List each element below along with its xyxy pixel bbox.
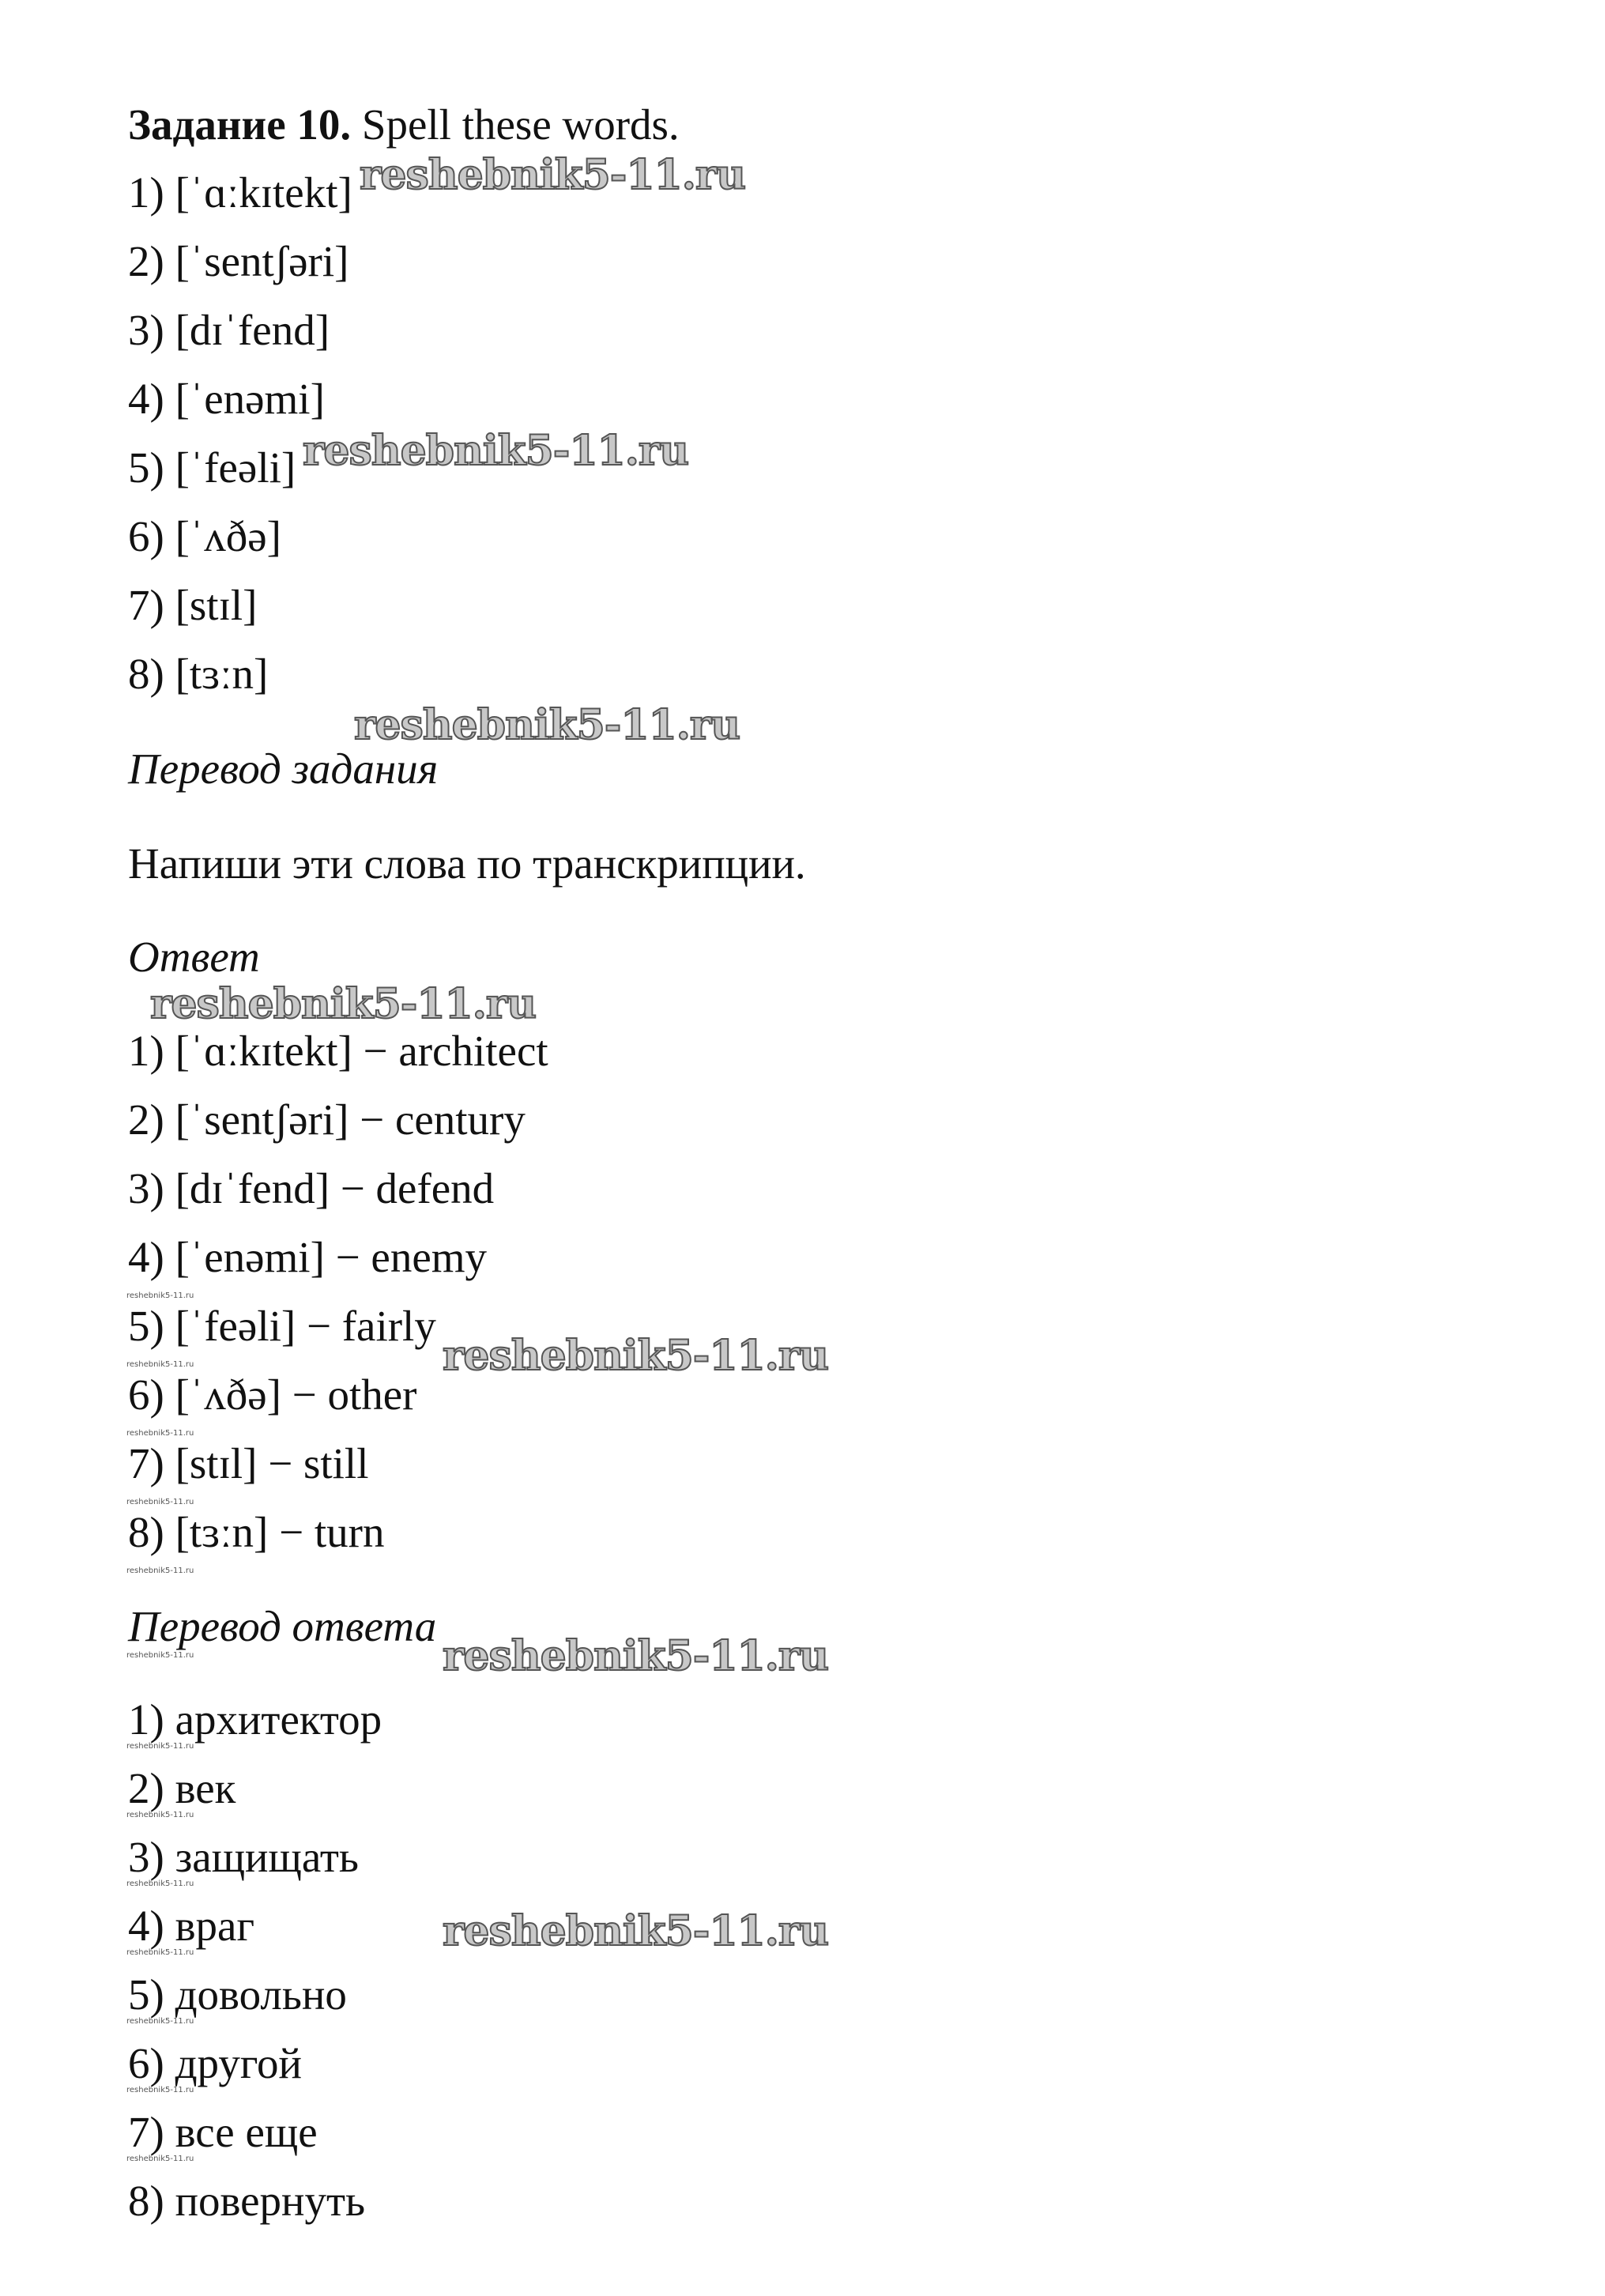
task-item-4: 4) [ˈenəmi] — [128, 375, 325, 423]
watermark-small: reshebnik5-11.ru — [126, 1811, 194, 1819]
watermark-small: reshebnik5-11.ru — [126, 1429, 194, 1438]
task-title-number: Задание 10. — [128, 100, 352, 149]
watermark-small: reshebnik5-11.ru — [126, 1948, 194, 1957]
translation-text: Напиши эти слова по транскрипции. — [128, 839, 806, 888]
answer-heading: Ответ — [128, 933, 260, 981]
answer-item-1: 1) [ˈɑːkɪtekt] − architect — [128, 1027, 548, 1075]
watermark-small: reshebnik5-11.ru — [126, 1651, 194, 1660]
task-item-1: 1) [ˈɑːkɪtekt] — [128, 168, 352, 217]
watermark-small: reshebnik5-11.ru — [126, 1498, 194, 1506]
watermark: reshebnik5-11.ru — [443, 1632, 829, 1680]
task-item-2: 2) [ˈsentʃəri] — [128, 237, 349, 285]
watermark-small: reshebnik5-11.ru — [126, 1566, 194, 1575]
watermark: reshebnik5-11.ru — [443, 1332, 829, 1380]
watermark-small: reshebnik5-11.ru — [126, 1291, 194, 1300]
watermark: reshebnik5-11.ru — [354, 701, 740, 749]
task-item-3: 3) [dɪˈfend] — [128, 306, 330, 354]
answer-item-2: 2) [ˈsentʃəri] − century — [128, 1095, 526, 1144]
answer-translation-5: 5) довольно — [128, 1970, 347, 2019]
task-item-5: 5) [ˈfeəli] — [128, 443, 296, 492]
watermark-small: reshebnik5-11.ru — [126, 1879, 194, 1888]
answer-translation-4: 4) враг — [128, 1902, 255, 1950]
watermark-small: reshebnik5-11.ru — [126, 1742, 194, 1751]
task-item-6: 6) [ˈʌðə] — [128, 512, 281, 560]
answer-translation-8: 8) повернуть — [128, 2177, 366, 2225]
task-title — [128, 100, 680, 149]
watermark: reshebnik5-11.ru — [303, 427, 689, 475]
watermark-small: reshebnik5-11.ru — [126, 2017, 194, 2026]
answer-translation-1: 1) архитектор — [128, 1695, 382, 1744]
watermark: reshebnik5-11.ru — [150, 980, 537, 1028]
answer-item-4: 4) [ˈenəmi] − enemy — [128, 1233, 488, 1281]
task-item-8: 8) [tɜːn] — [128, 650, 269, 698]
translation-heading: Перевод задания — [128, 745, 439, 793]
answer-item-3: 3) [dɪˈfend] − defend — [128, 1164, 495, 1212]
answer-item-6: 6) [ˈʌðə] − other — [128, 1370, 417, 1419]
answer-translation-2: 2) век — [128, 1764, 236, 1812]
answer-translation-6: 6) другой — [128, 2039, 302, 2087]
task-item-7: 7) [stɪl] — [128, 581, 258, 629]
watermark-small: reshebnik5-11.ru — [126, 2155, 194, 2163]
answer-translation-heading: Перевод ответа — [128, 1602, 437, 1650]
answer-item-8: 8) [tɜːn] − turn — [128, 1508, 385, 1556]
watermark: reshebnik5-11.ru — [443, 1907, 829, 1955]
answer-translation-3: 3) защищать — [128, 1833, 359, 1881]
answer-item-5: 5) [ˈfeəli] − fairly — [128, 1302, 436, 1350]
watermark: reshebnik5-11.ru — [360, 151, 746, 199]
answer-translation-7: 7) все еще — [128, 2108, 318, 2156]
watermark-small: reshebnik5-11.ru — [126, 1360, 194, 1369]
answer-item-7: 7) [stɪl] − still — [128, 1439, 369, 1487]
watermark-small: reshebnik5-11.ru — [126, 2086, 194, 2094]
task-title-text: Spell these words. — [351, 100, 680, 149]
